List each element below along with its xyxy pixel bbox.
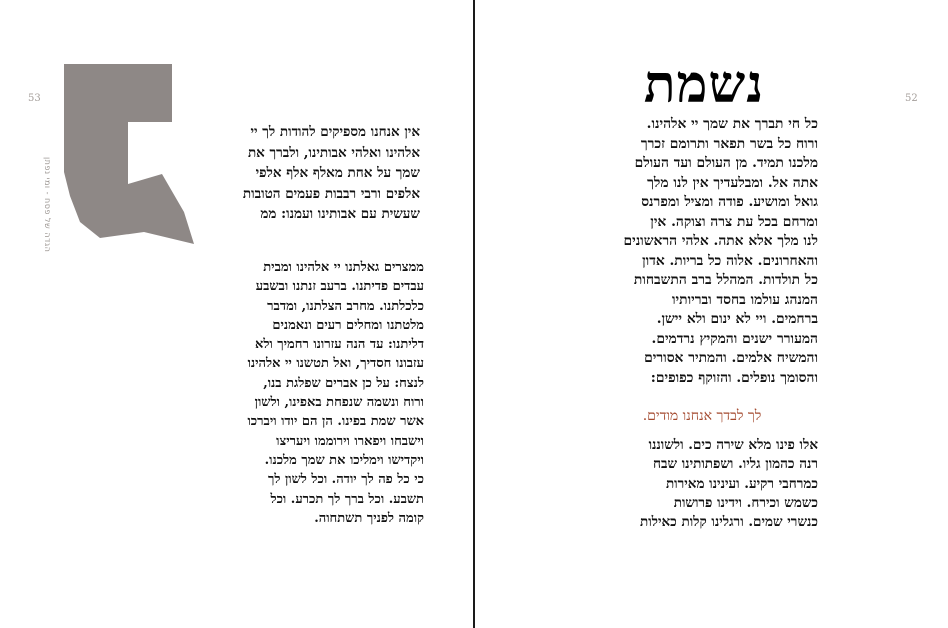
text-line: המנהג עולמו בחסד ובריותיו	[672, 291, 818, 308]
text-line: מלכנו תמיד. מן העולם ועד העולם	[634, 155, 818, 171]
text-line: שעשית עם אבותינו ועמנו: ממ	[260, 206, 420, 222]
text-line: אין אנחנו מספיקים להודות לך יי	[250, 124, 420, 140]
text-line: כנשרי שמים. ורגלינו קלות כאילות	[639, 514, 818, 531]
text-line: ויקדישו וימליכו את שמך מלכנו.	[264, 452, 424, 468]
text-line: המעורר ישנים והמקיץ נרדמים.	[651, 330, 818, 347]
text-line: ברחמים. ויי לא ינום ולא יישן.	[656, 311, 818, 327]
rubric-line: לך לבדך אנחנו מודים.	[642, 408, 762, 424]
text-line: כלכלתנו. מחרב הצלתנו, ומדבר	[267, 298, 424, 314]
text-line: שמך על אחת מאלף אלף אלפי	[255, 165, 420, 181]
text-line: לנו מלך אלא אתה. אלהי הראשונים	[623, 233, 818, 249]
text-line: אלו פינו מלא שירה כים. ולשוננו	[648, 437, 818, 453]
text-line: והאחרונים. אלוה כל בריות. אדון	[642, 252, 818, 269]
text-line: כשמש וכירח. וידינו פרושות	[673, 494, 818, 511]
text-line: אשר שמת בפינו. הן הם יודו ויברכו	[247, 414, 424, 430]
right-top-paragraph	[586, 115, 818, 390]
text-line: תשבע. וכל ברך לך תכרע. וכל	[270, 491, 424, 507]
text-line: כמרחבי רקיע. ועינינו מאירות	[665, 475, 818, 492]
right-bottom-paragraph	[586, 436, 818, 552]
page-number-left: 53	[28, 93, 41, 104]
text-line: ורוח כל בשר תפאר ותרומם זכרך	[640, 135, 818, 152]
text-line: לנצח: על כן אברים שפלגת בנו,	[263, 375, 424, 391]
left-top-paragraph	[122, 122, 420, 226]
text-line: אתה אל. ומבלעדיך אין לנו מלך	[647, 174, 818, 191]
text-line: ומרחם בכל עת צרה וצוקה. אין	[650, 213, 818, 230]
text-line: והמשיח אלמים. והמתיר אסורים	[644, 350, 818, 366]
text-line: ממצרים גאלתנו יי אלהינו ומבית	[263, 260, 424, 275]
text-line: כל תולדות. המהלל ברב התשבחות	[633, 272, 818, 288]
text-line: גואל ומושיע. פודה ומציל ומפרנס	[641, 194, 818, 210]
gutter-line	[473, 0, 475, 628]
text-line: קומה לפניך תשתחוה.	[314, 510, 424, 526]
text-line: עבדים פדיתנו. ברעב זנתנו ובשבע	[255, 279, 424, 295]
left-main-paragraph	[118, 258, 424, 538]
text-line: אלהינו ואלהי אבותינו, ולברך את	[247, 144, 420, 161]
text-line: מלטתנו ומחלים רעים ונאמנים	[272, 317, 424, 333]
text-line: רנה כהמון גליו. ושפתותינו שבח	[652, 456, 818, 473]
page-number-right: 52	[905, 93, 918, 104]
text-line: עזבונו חסדיך, ואל תטשנו יי אלהינו	[247, 356, 424, 372]
page-title: נשמת	[643, 54, 765, 115]
text-line: כל חי תברך את שמך יי אלהינו.	[646, 116, 818, 132]
text-line: כי כל פה לך יודה. וכל לשון לך	[267, 472, 424, 488]
text-line: אלפים ורבי רבבות פעמים הטובות	[242, 185, 420, 202]
text-line: ורוח ונשמה שנפחת באפינו, ולשון	[254, 395, 424, 411]
running-head: הגדה של פסח - ומי נפתן	[43, 156, 52, 252]
text-line: והסומך נופלים. והזוקף כפופים:	[650, 369, 818, 386]
text-line: וישבחו ויפארו וירוממו ויעריצו	[276, 433, 424, 449]
text-line: דליתנו: עד הנה עזרונו רחמיך ולא	[254, 337, 424, 353]
